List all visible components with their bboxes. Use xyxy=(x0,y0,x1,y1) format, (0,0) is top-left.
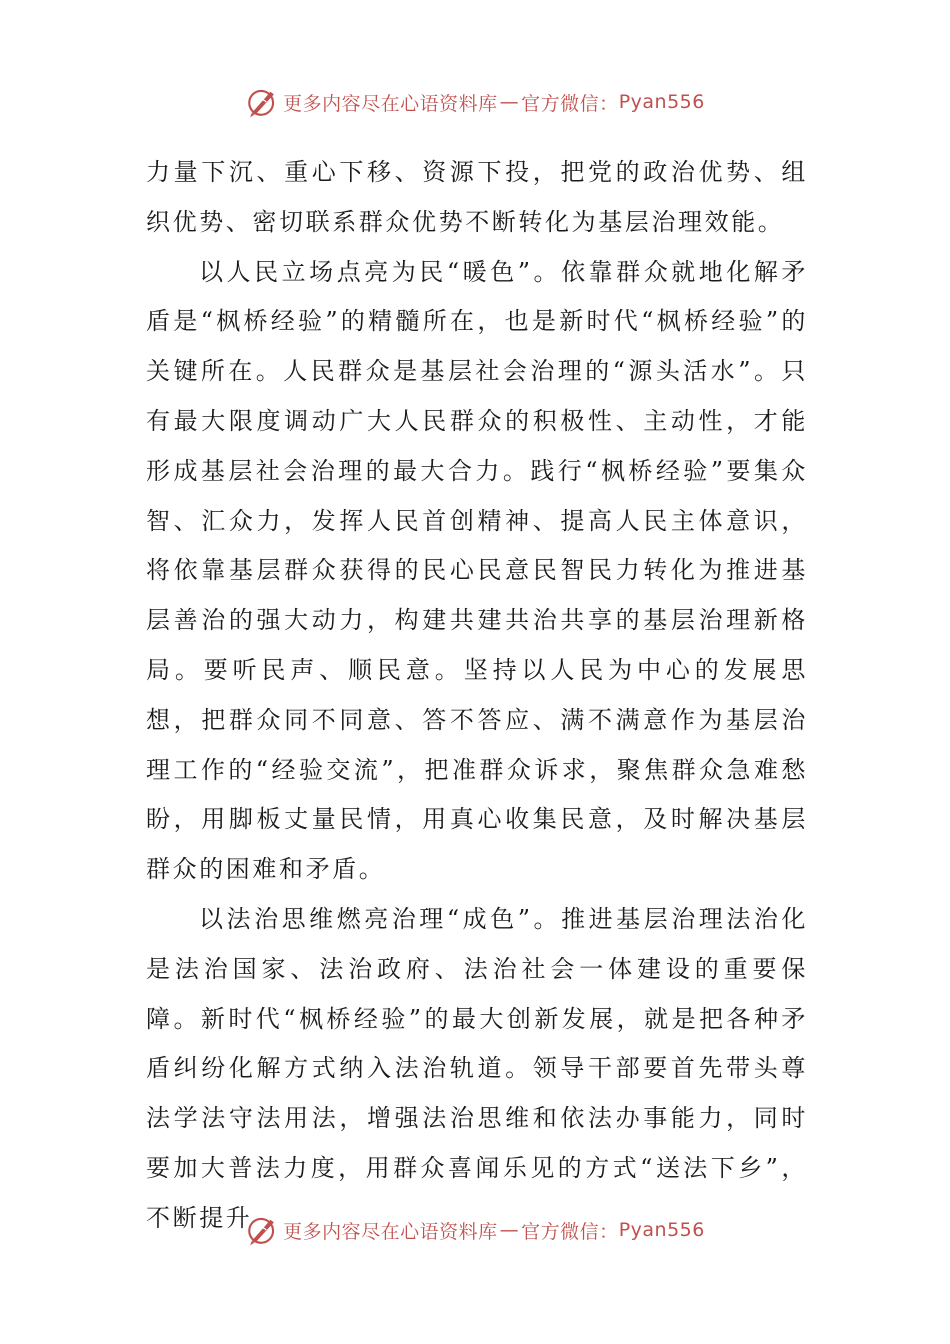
watermark-dash: — xyxy=(499,91,520,113)
pen-logo-icon xyxy=(245,85,279,119)
paragraph-continuation: 力量下沉、重心下移、资源下投，把党的政治优势、组织优势、密切联系群众优势不断转化为基层治理效能。 xyxy=(146,158,808,236)
pen-logo-icon xyxy=(245,1213,279,1247)
watermark-text: 更多内容尽在心语资料库 xyxy=(283,1220,498,1243)
watermark-contact-label: 官方微信： xyxy=(521,92,619,115)
document-body xyxy=(146,148,808,1244)
paragraph-rule-of-law: 以法治思维燃亮治理“成色”。推进基层治理法治化是法治国家、法治政府、法治社会一体建设的重要保障。新时代“枫桥经验”的最大创新发展，就是把各种矛盾纠纷化解方式纳入法治轨道。领导干部要首先带头尊法学法守法用法，增强法治思维和依法办事能力，同时要加大普法力度，用群众喜闻乐见的方式“送法下乡”，不断提升 xyxy=(146,904,808,1232)
footer-watermark xyxy=(0,1210,950,1250)
watermark-dash: — xyxy=(499,1219,520,1241)
watermark-contact-id: Pyan556 xyxy=(618,1219,705,1241)
watermark-text: 更多内容尽在心语资料库 xyxy=(283,92,498,115)
header-watermark xyxy=(0,82,950,122)
watermark-contact-id: Pyan556 xyxy=(618,91,705,113)
paragraph-people-stance: 以人民立场点亮为民“暖色”。依靠群众就地化解矛盾是“枫桥经验”的精髓所在，也是新时代“枫桥经验”的关键所在。人民群众是基层社会治理的“源头活水”。只有最大限度调动广大人民群众的积极性、主动性，才能形成基层社会治理的最大合力。践行“枫桥经验”要集众智、汇众力，发挥人民首创精神、提高人民主体意识，将依靠基层群众获得的民心民意民智民力转化为推进基层善治的强大动力，构建共建共治共享的基层治理新格局。要听民声、顺民意。坚持以人民为中心的发展思想，把群众同不同意、答不答应、满不满意作为基层治理工作的“经验交流”，把准群众诉求，聚焦群众急难愁盼，用脚板丈量民情，用真心收集民意，及时解决基层群众的困难和矛盾。 xyxy=(146,257,808,884)
watermark-contact-label: 官方微信： xyxy=(521,1220,619,1243)
